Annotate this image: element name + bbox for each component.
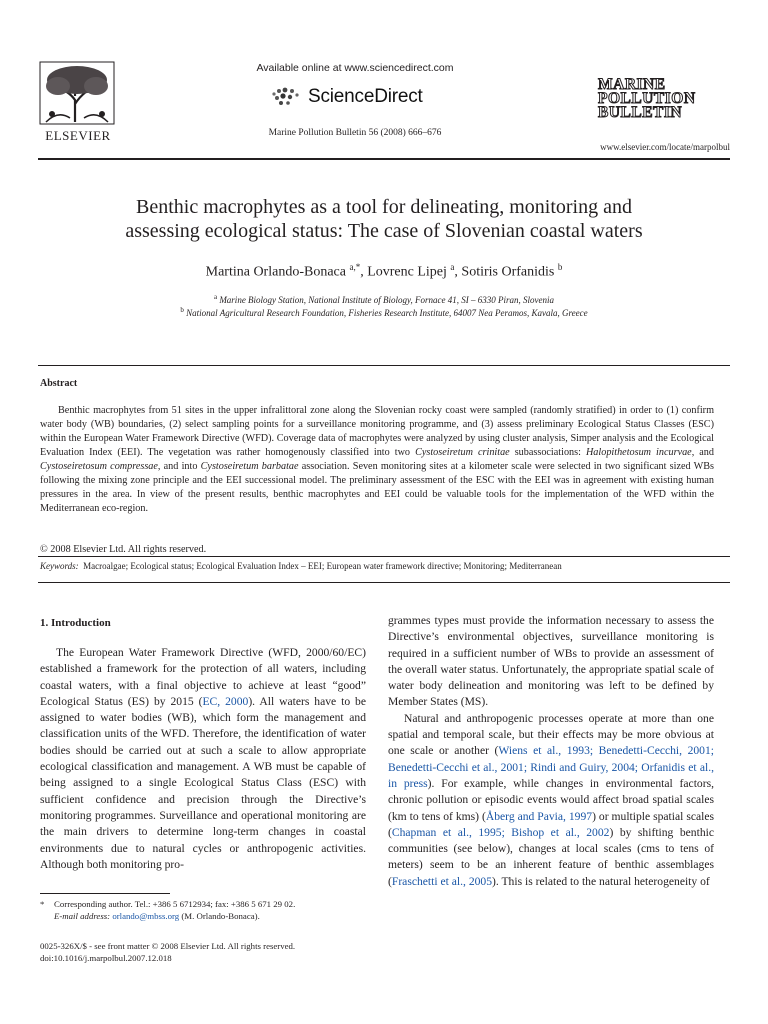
abstract-top-rule — [38, 365, 730, 366]
sciencedirect-logo[interactable] — [270, 84, 423, 110]
keywords-label: Keywords: — [40, 561, 79, 571]
footnote-email-line — [40, 910, 370, 922]
abstract-text: subassociations: — [509, 447, 586, 458]
abstract-copyright: © 2008 Elsevier Ltd. All rights reserved. — [40, 544, 207, 555]
doi-line[interactable]: doi:10.1016/j.marpolbul.2007.12.018 — [40, 953, 172, 963]
body-text: The European Water Framework Directive (WFD, 2000/60/EC) established a framework for the protection of all waters, including coastal waters, with a final objective to achieve at least “good” Ecological Status (ES) by 2015 ( — [40, 646, 366, 708]
issn-line: 0025-326X/$ - see front matter © 2008 Elsevier Ltd. All rights reserved. — [40, 941, 296, 951]
affiliation-mark: a — [213, 293, 218, 301]
sciencedirect-dots-icon — [270, 86, 302, 108]
section-heading-introduction: 1. Introduction — [40, 617, 111, 629]
affiliation-text: Marine Biology Station, National Institute of Biology, Fornace 41, SI – 6330 Piran, Slovenia — [219, 295, 555, 305]
citation-link[interactable]: EC, 2000 — [202, 694, 249, 708]
footnote-line — [40, 898, 370, 910]
email-link[interactable]: orlando@mbss.org — [112, 911, 180, 921]
body-text: ). This is related to the natural heterogeneity of — [492, 874, 710, 888]
footnote-text: (M. Orlando-Bonaca). — [179, 911, 260, 921]
species-name: Cystoseiretum barbatae — [200, 461, 299, 472]
author-list — [40, 262, 728, 281]
footnote-symbol: * — [40, 899, 45, 909]
sciencedirect-wordmark: ScienceDirect — [308, 86, 423, 107]
abstract-heading: Abstract — [40, 378, 78, 389]
journal-logo-line-2: POLLUTION — [598, 90, 696, 107]
body-text: ). For example, while changes in environmental factors, chronic pollution or episodic events would affect broad spatial scales (km to tens of kms) ( — [388, 776, 714, 823]
keywords-text: Macroalgae; Ecological status; Ecological Evaluation Index – EEI; European water framework directive; Monitoring; Mediterranean — [83, 561, 562, 571]
body-text: ) or multiple spatial scales ( — [388, 809, 715, 839]
affiliation-mark: b — [180, 306, 184, 314]
author-affiliation-mark[interactable]: a — [450, 262, 455, 272]
keywords-line — [40, 561, 730, 571]
author-name: Martina Orlando-Bonaca — [205, 264, 346, 280]
title-line-2: assessing ecological status: The case of Slovenian coastal waters — [125, 220, 643, 242]
intro-paragraph — [40, 645, 366, 873]
intro-paragraph — [388, 711, 714, 890]
author-separator: , — [360, 264, 368, 280]
body-text: Natural and anthropogenic processes operate at more than one spatial and temporal scale, but their effects may be more obvious at one scale or another ( — [388, 711, 714, 758]
footnote — [40, 898, 370, 922]
email-label: E-mail address: — [54, 911, 111, 921]
affiliation-text: National Agricultural Research Foundation, Fisheries Research Institute, 64007 Nea Peramos, Kavala, Greece — [186, 308, 588, 318]
footnote-rule — [40, 893, 170, 894]
body-text: ) by shifting benthic communities (see below), changes at local scales (cms to tens of meters) seem to be an inherent feature of benthic assemblages ( — [388, 825, 714, 888]
species-name: Cystoseiretosum compressae — [40, 461, 158, 472]
journal-url[interactable]: www.elsevier.com/locate/marpolbul — [600, 142, 730, 152]
affiliation-b — [40, 306, 728, 318]
species-name: Cystoseiretum crinitae — [415, 447, 510, 458]
left-column — [40, 645, 366, 873]
citation-link[interactable]: Chapman et al., 1995; Bishop et al., 2002 — [391, 825, 610, 839]
keywords-top-rule — [38, 556, 730, 557]
species-name: Halopithetosum incurvae — [585, 447, 692, 458]
affiliation-a — [40, 293, 728, 305]
author-name: Sotiris Orfanidis — [461, 264, 555, 280]
article-title — [40, 195, 728, 243]
abstract-text: , and into — [157, 461, 201, 472]
journal-reference: Marine Pollution Bulletin 56 (2008) 666–676 — [268, 128, 442, 138]
abstract-body — [40, 404, 714, 516]
author-separator: , — [454, 264, 462, 280]
citation-link[interactable]: Wiens et al., 1993; Benedetti-Cecchi, 2001; Benedetti-Cecchi et al., 2001; Rindi and Guiry, 2004; Orfanidis et al., in press — [388, 744, 714, 790]
journal-logo — [598, 78, 718, 120]
author-name: Lovrenc Lipej — [367, 264, 447, 280]
intro-paragraph: grammes types must provide the information necessary to assess the Directive’s environmental objectives, surveillance monitoring is required in a sufficient number of WBs to provide an assessment of the overall water status. Unfortunately, the appropriate spatial scale of water body delineation and monitoring was left to be defined by Member States (MS). — [388, 614, 714, 709]
footnote-text: Corresponding author. Tel.: +386 5 6712934; fax: +386 5 671 29 02. — [54, 899, 296, 909]
header-rule — [38, 158, 730, 160]
citation-link[interactable]: Fraschetti et al., 2005 — [391, 874, 493, 888]
publisher-name: ELSEVIER — [45, 128, 111, 143]
abstract-text: association. Seven monitoring sites at a kilometer scale were selected in two significant sized WBs following the mixing zone principle and the EEI successional model. The preliminary assessment of the ESC with the EEI was in agreement with existing human pressures in the area. In view of the present results, benthic macrophytes and EEI could be valuable tools for the implementation of the WFD within the Mediterranean eco-region. — [40, 461, 714, 514]
abstract-text: Benthic macrophytes from 51 sites in the upper infralittoral zone along the Slovenian rocky coast were sampled (randomly stratified) in order to (1) confirm water body (WB) boundaries, (2) select sampling points for a surveillance monitoring programme, and (3) assess preliminary Ecological Status Classes (ESC) within the European Water Framework Directive (WFD). Coverage data of macrophytes were analyzed by using cluster analysis, Simper analysis and the Ecological Evaluation Index (EEI). The vegetation was rather homogenously classified into two — [40, 405, 714, 458]
right-column — [388, 613, 714, 890]
bottom-info — [40, 940, 370, 964]
available-online-text[interactable]: Available online at www.sciencedirect.com — [256, 62, 454, 74]
keywords-bottom-rule — [38, 582, 730, 583]
author-affiliation-mark[interactable]: a,* — [349, 262, 361, 272]
author-affiliation-mark[interactable]: b — [557, 262, 563, 272]
title-line-1: Benthic macrophytes as a tool for delineating, monitoring and — [136, 196, 632, 218]
journal-logo-line-3: BULLETIN — [598, 104, 683, 121]
citation-link[interactable]: Åberg and Pavia, 1997 — [485, 809, 593, 823]
abstract-text: , and — [691, 447, 714, 458]
body-text: ). All waters have to be assigned to water bodies (WB), which form the management and classification units of the WFD. Therefore, the identification of water bodies should be carried out at such a scale to allow appropriate ecological classification and management. A WB must be capable of being assigned to a single Ecological Status Class (ESC) with sufficient confidence and precision through the Directive’s monitoring programmes. Surveillance and operational monitoring are the main drivers to determine long-term changes in coastal environments due to natural cycles or anthropogenic activities. Although both monitoring pro- — [40, 694, 366, 871]
abstract-paragraph — [40, 404, 714, 516]
journal-logo-line-1: MARINE — [598, 76, 666, 93]
